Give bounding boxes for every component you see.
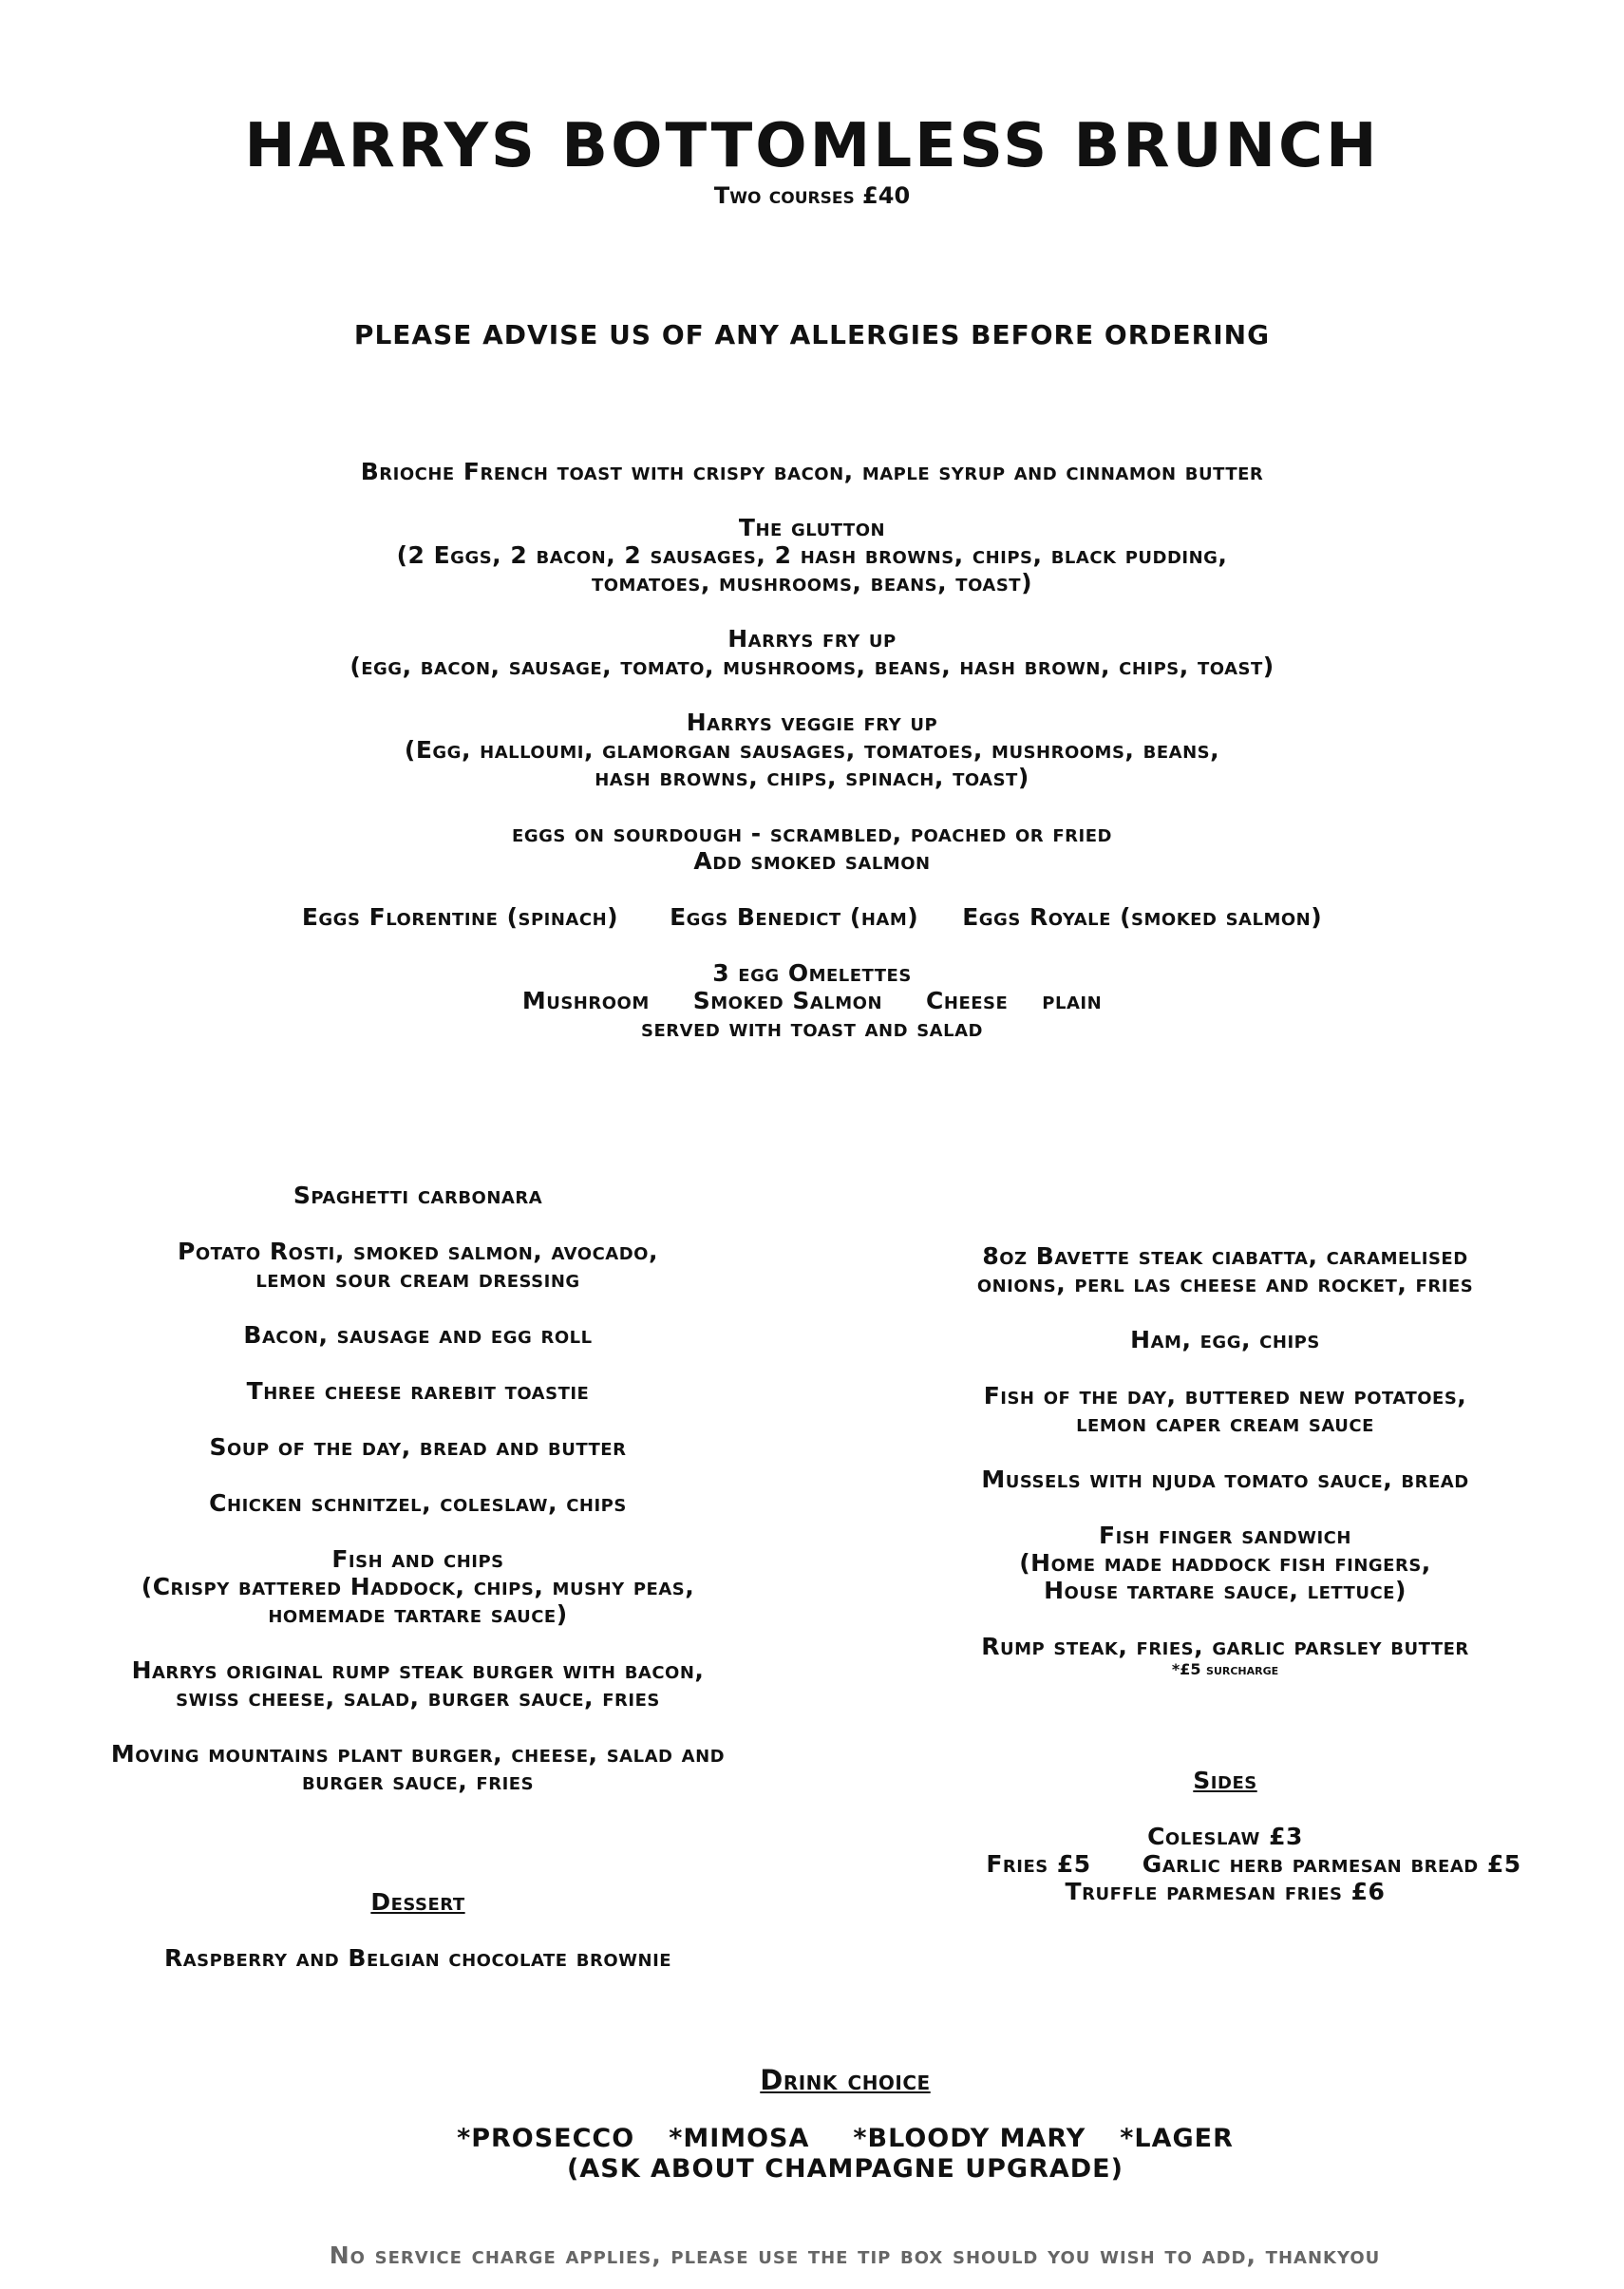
main-right-item-1-line-2: onions, perl las cheese and rocket, fries	[976, 1270, 1474, 1297]
main-left-item-2-line-1: Potato Rosti, smoked salmon, avocado,	[178, 1238, 658, 1265]
brunch-item-french-toast: Brioche French toast with crispy bacon, maple syrup and cinnamon butter	[360, 458, 1264, 485]
brunch-item-veggie-desc-1: (Egg, halloumi, glamorgan sausages, tomatoes, mushrooms, beans,	[404, 736, 1220, 764]
main-left-item-7-line-1: (Crispy battered Haddock, chips, mushy peas,	[141, 1573, 695, 1600]
main-right-item-1-line-1: 8oz Bavette steak ciabatta, caramelised	[982, 1242, 1468, 1270]
menu-price-subtitle: Two courses £40	[713, 182, 911, 209]
dessert-heading: Dessert	[370, 1888, 465, 1916]
main-left-item-9-line-2: burger sauce, fries	[301, 1768, 535, 1795]
main-left-item-6: Chicken schnitzel, coleslaw, chips	[209, 1489, 627, 1517]
main-right-item-3-line-2: lemon caper cream sauce	[1076, 1409, 1374, 1437]
side-garlic-bread: Garlic herb parmesan bread £5	[1142, 1850, 1521, 1878]
drink-lager: *LAGER	[1120, 2124, 1234, 2153]
side-truffle-fries: Truffle parmesan fries £6	[1065, 1878, 1386, 1905]
service-charge-footer: No service charge applies, please use the tip box should you wish to add, thankyou	[329, 2242, 1381, 2269]
champagne-upgrade-note: (ASK ABOUT CHAMPAGNE UPGRADE)	[567, 2154, 1124, 2184]
side-fries: Fries £5	[986, 1850, 1091, 1878]
omelette-plain: plain	[1042, 987, 1103, 1014]
brunch-item-glutton-desc-1: (2 Eggs, 2 bacon, 2 sausages, 2 hash browns, chips, black pudding,	[396, 541, 1228, 569]
omelette-mushroom: Mushroom	[521, 987, 650, 1014]
main-right-item-2: Ham, egg, chips	[1130, 1326, 1320, 1353]
main-right-item-5-line-1: (Home made haddock fish fingers,	[1019, 1549, 1431, 1577]
eggs-benedict: Eggs Benedict (ham)	[670, 903, 919, 931]
side-coleslaw: Coleslaw £3	[1147, 1823, 1303, 1850]
main-left-item-7-title: Fish and chips	[331, 1545, 504, 1573]
eggs-options-row	[0, 903, 1624, 931]
omelette-cheese: Cheese	[926, 987, 1009, 1014]
main-left-item-4: Three cheese rarebit toastie	[246, 1377, 590, 1405]
brunch-item-veggie-title: Harrys veggie fry up	[686, 709, 938, 736]
omelette-options-row	[0, 987, 1624, 1014]
main-right-item-5-title: Fish finger sandwich	[1099, 1522, 1351, 1549]
brunch-item-fry-up-title: Harrys fry up	[727, 625, 897, 653]
drinks-heading: Drink choice	[760, 2064, 931, 2096]
brunch-item-veggie-desc-2: hash browns, chips, spinach, toast)	[595, 764, 1029, 791]
allergy-notice: PLEASE ADVISE US OF ANY ALLERGIES BEFORE ORDERING	[353, 319, 1271, 350]
main-left-item-5: Soup of the day, bread and butter	[209, 1433, 627, 1461]
eggs-royale: Eggs Royale (smoked salmon)	[962, 903, 1323, 931]
main-left-item-8-line-1: Harrys original rump steak burger with bacon,	[131, 1656, 705, 1684]
brunch-item-sourdough-addon: Add smoked salmon	[693, 847, 931, 875]
main-right-item-3-line-1: Fish of the day, buttered new potatoes,	[983, 1382, 1467, 1409]
main-right-item-4: Mussels with njuda tomato sauce, bread	[981, 1466, 1469, 1493]
main-right-item-5-line-2: House tartare sauce, lettuce)	[1044, 1577, 1407, 1604]
brunch-item-glutton-title: The glutton	[738, 514, 886, 541]
main-left-item-8-line-2: swiss cheese, salad, burger sauce, fries	[176, 1684, 660, 1712]
brunch-item-fry-up-desc: (egg, bacon, sausage, tomato, mushrooms, beans, hash brown, chips, toast)	[349, 653, 1275, 680]
omelette-note: served with toast and salad	[641, 1014, 983, 1042]
drink-prosecco: *PROSECCO	[457, 2124, 635, 2153]
brunch-item-glutton-desc-2: tomatoes, mushrooms, beans, toast)	[591, 569, 1033, 596]
brunch-item-sourdough: eggs on sourdough - scrambled, poached or fried	[512, 820, 1112, 847]
omelette-title: 3 egg Omelettes	[712, 959, 912, 987]
main-left-item-7-line-2: homemade tartare sauce)	[268, 1600, 568, 1628]
surcharge-note: *£5 surcharge	[1171, 1660, 1279, 1678]
drink-bloody-mary: *BLOODY MARY	[853, 2124, 1086, 2153]
sides-heading: Sides	[1193, 1767, 1257, 1794]
drinks-options-row	[0, 2124, 1624, 2154]
main-left-item-2-line-2: lemon sour cream dressing	[255, 1265, 580, 1293]
main-right-item-6: Rump steak, fries, garlic parsley butter	[981, 1633, 1469, 1660]
main-left-item-1: Spaghetti carbonara	[293, 1182, 543, 1209]
sides-row	[893, 1850, 1615, 1878]
main-left-item-3: Bacon, sausage and egg roll	[243, 1321, 593, 1349]
eggs-florentine: Eggs Florentine (spinach)	[301, 903, 619, 931]
dessert-item: Raspberry and Belgian chocolate brownie	[163, 1944, 672, 1972]
menu-title: HARRYS BOTTOMLESS BRUNCH	[244, 111, 1380, 181]
omelette-smoked-salmon: Smoked Salmon	[692, 987, 883, 1014]
drink-mimosa: *MIMOSA	[669, 2124, 810, 2153]
main-left-item-9-line-1: Moving mountains plant burger, cheese, salad and	[110, 1740, 726, 1768]
